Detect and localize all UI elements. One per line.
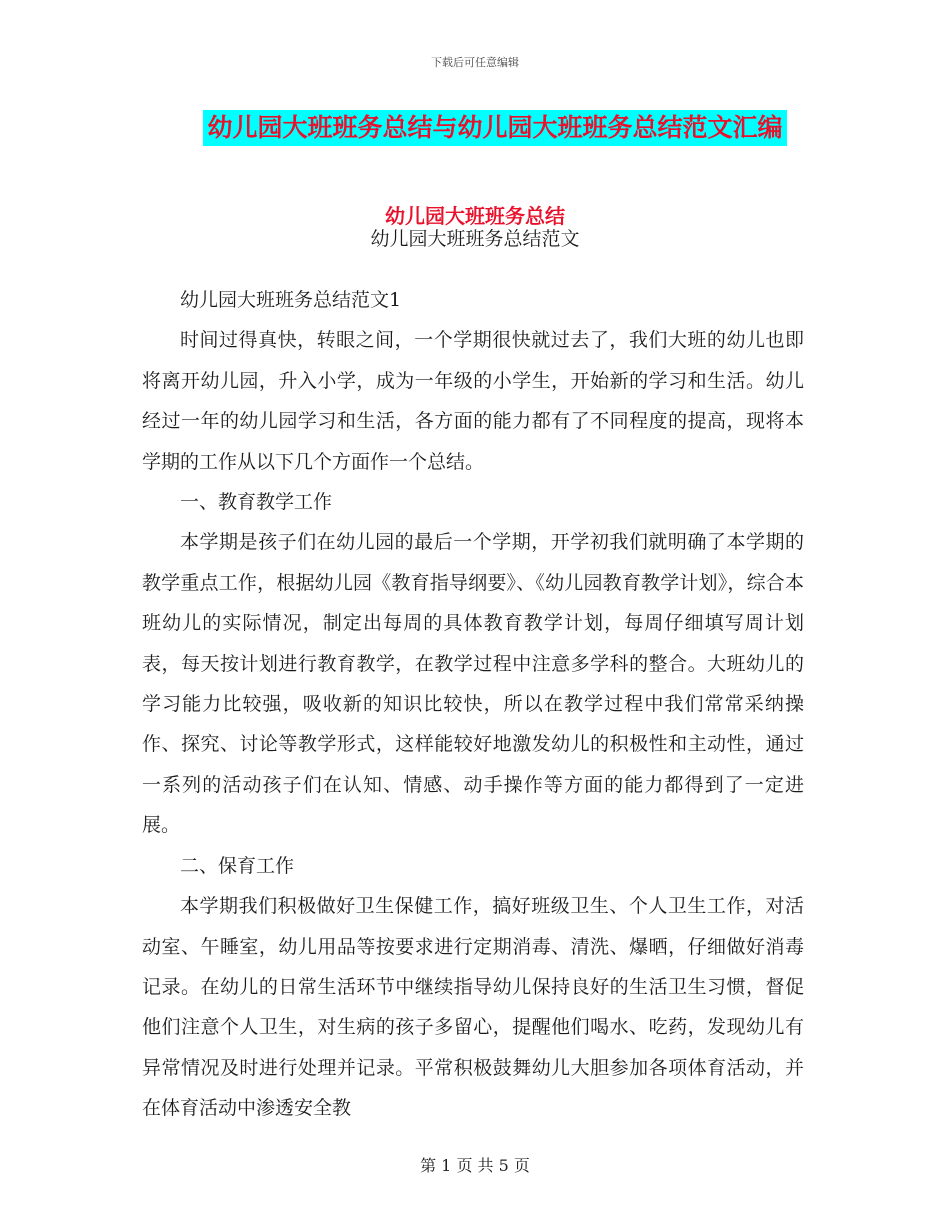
page-footer: 第 1 页 共 5 页 xyxy=(420,1156,530,1175)
paragraph-intro: 时间过得真快，转眼之间，一个学期很快就过去了，我们大班的幼儿也即将离开幼儿园，升入小学，成为一年级的小学生，开始新的学习和生活。幼儿经过一年的幼儿园学习和生活，各方面的能力都有了不同程度的提高，现将本学期的工作从以下几个方面作一个总结。 xyxy=(142,329,804,473)
document-body xyxy=(142,280,804,1129)
paragraph-teaching: 本学期是孩子们在幼儿园的最后一个学期，开学初我们就明确了本学期的教学重点工作，根据幼儿园《教育指导纲要》、《幼儿园教育教学计划》，综合本班幼儿的实际情况，制定出每周的具体教育教学计划，每周仔细填写周计划表，每天按计划进行教育教学，在教学过程中注意多学科的整合。大班幼儿的学习能力比较强，吸收新的知识比较快，所以在教学过程中我们常常采纳操作、探究、讨论等教学形式，这样能较好地激发幼儿的积极性和主动性，通过一系列的活动孩子们在认知、情感、动手操作等方面的能力都得到了一定进展。 xyxy=(142,531,804,837)
paragraph-heading-teaching: 一、教育教学工作 xyxy=(180,491,333,514)
header-note: 下载后可任意编辑 xyxy=(431,56,519,69)
paragraph-example-heading: 幼儿园大班班务总结范文1 xyxy=(180,289,402,311)
subtitle: 幼儿园大班班务总结范文 xyxy=(370,228,580,250)
paragraph-care: 本学期我们积极做好卫生保健工作，搞好班级卫生、个人卫生工作，对活动室、午睡室，幼儿用品等按要求进行定期消毒、清洗、爆晒，仔细做好消毒记录。在幼儿的日常生活环节中继续指导幼儿保持良好的生活卫生习惯，督促他们注意个人卫生，对生病的孩子多留心，提醒他们喝水、吃药，发现幼儿有异常情况及时进行处理并记录。平常积极鼓舞幼儿大胆参加各项体育活动，并在体育活动中渗透安全教 xyxy=(142,895,804,1120)
paragraph-heading-care: 二、保育工作 xyxy=(180,854,295,877)
main-title-container xyxy=(0,110,950,146)
main-title: 幼儿园大班班务总结与幼儿园大班班务总结范文汇编 xyxy=(203,110,786,146)
section-title: 幼儿园大班班务总结 xyxy=(385,204,565,228)
